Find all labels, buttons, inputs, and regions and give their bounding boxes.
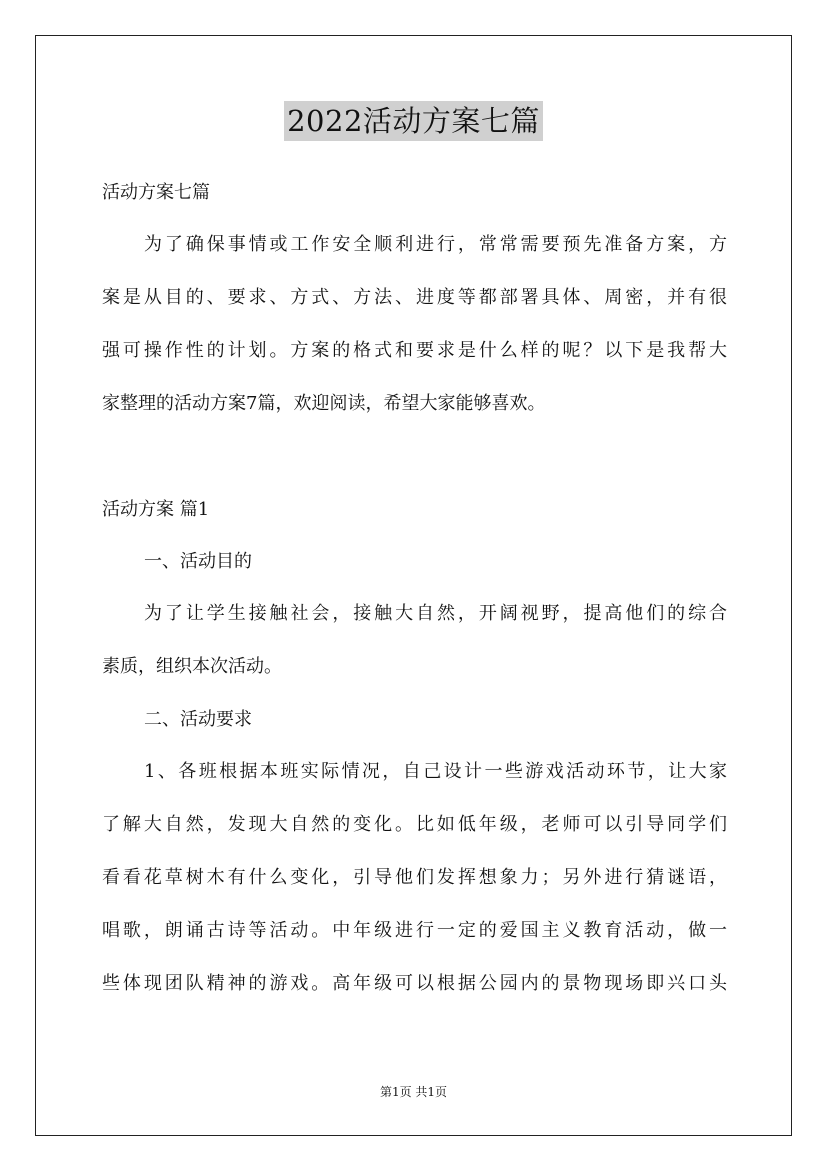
purpose-line: 为了让学生接触社会，接触大自然，开阔视野，提高他们的综合 (144, 603, 727, 624)
intro-line: 家整理的活动方案7篇，欢迎阅读，希望大家能够喜欢。 (102, 393, 546, 414)
subheading-purpose: 一、活动目的 (144, 551, 252, 572)
intro-line: 为了确保事情或工作安全顺利进行，常常需要预先准备方案，方 (144, 234, 727, 255)
requirements-line: 1、各班根据本班实际情况，自己设计一些游戏活动环节，让大家 (144, 761, 727, 782)
subheading-requirements: 二、活动要求 (144, 709, 252, 730)
requirements-line: 唱歌，朗诵古诗等活动。中年级进行一定的爱国主义教育活动，做一 (102, 920, 727, 941)
requirements-paragraph (102, 753, 727, 1003)
title-container (0, 101, 827, 141)
page-footer: 第1页 共1页 (379, 1085, 448, 1099)
requirements-line: 些体现团队精神的游戏。高年级可以根据公园内的景物现场即兴口头 (102, 973, 727, 994)
intro-paragraph (102, 226, 727, 423)
section-heading: 活动方案 篇1 (102, 499, 210, 520)
requirements-line: 看看花草树木有什么变化，引导他们发挥想象力；另外进行猜谜语， (102, 867, 727, 888)
requirements-line: 了解大自然，发现大自然的变化。比如低年级，老师可以引导同学们 (102, 814, 727, 835)
intro-line: 强可操作性的计划。方案的格式和要求是什么样的呢？以下是我帮大 (102, 340, 727, 361)
section-spacer (102, 438, 727, 491)
purpose-line: 素质，组织本次活动。 (102, 656, 282, 677)
document-body (102, 174, 727, 1018)
intro-line: 案是从目的、要求、方式、方法、进度等都部署具体、周密，并有很 (102, 287, 727, 308)
document-title: 2022活动方案七篇 (284, 101, 543, 141)
purpose-paragraph (102, 595, 727, 686)
main-heading: 活动方案七篇 (102, 182, 210, 203)
